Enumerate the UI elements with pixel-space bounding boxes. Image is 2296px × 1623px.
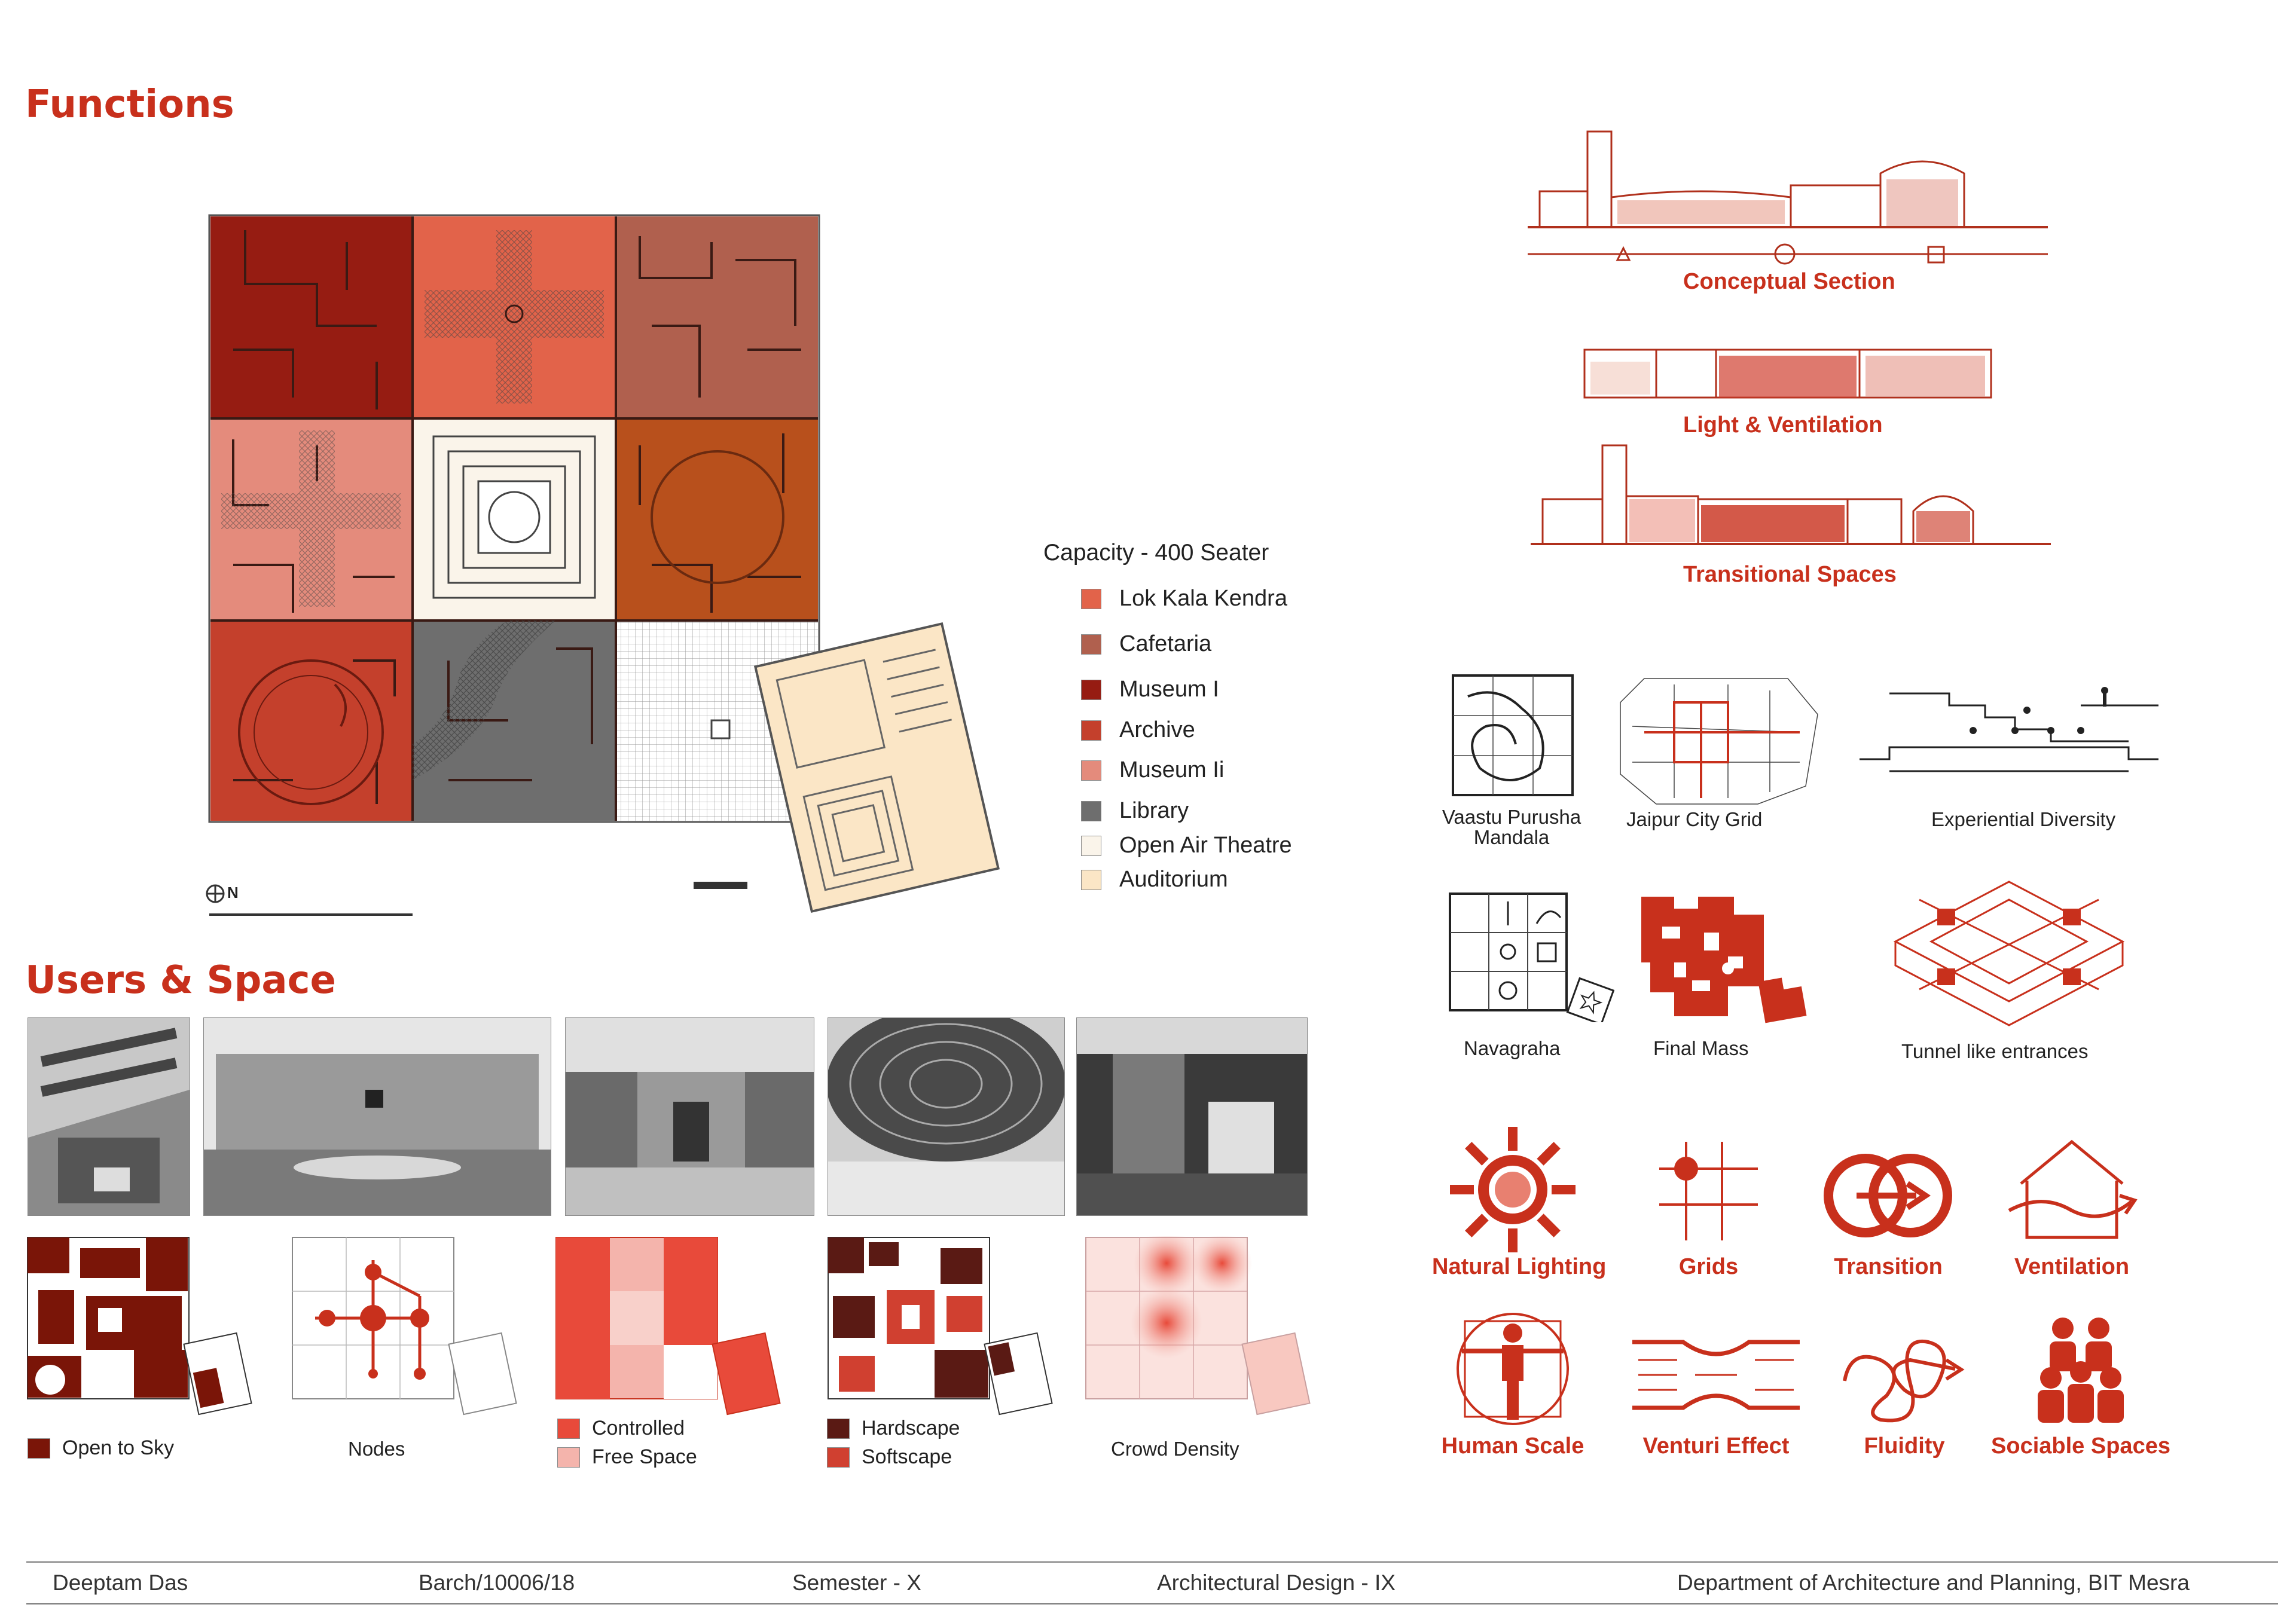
legend-free-space: [557, 1445, 697, 1469]
legend-label: Museum I: [1119, 677, 1219, 702]
footer-department: Department of Architecture and Planning, BIT Mesra: [1677, 1570, 2190, 1595]
people-group-icon: [2033, 1315, 2129, 1426]
plan-museum-1: [210, 216, 413, 418]
legend-item: [1081, 631, 1211, 657]
plan-auditorium: [755, 623, 998, 911]
legend-label: Library: [1119, 798, 1189, 823]
icon-label-sociable-spaces: Sociable Spaces: [1991, 1434, 2170, 1459]
icon-label-transition: Transition: [1834, 1254, 1943, 1279]
legend-label: Museum Ii: [1119, 757, 1225, 783]
photo-courtyard-corridor: [565, 1017, 814, 1216]
label-controlled: Controlled: [592, 1417, 685, 1439]
photo-open-air-theatre: [203, 1017, 551, 1216]
grid-icon: [1656, 1139, 1761, 1243]
photo-open-courtyard: [28, 1017, 190, 1216]
label-free-space: Free Space: [592, 1445, 697, 1468]
legend-swatch: [1081, 634, 1101, 655]
navagraha-diagram: [1447, 891, 1614, 1022]
photo-garden-court: [1076, 1017, 1308, 1216]
transition-icon: [1821, 1151, 1955, 1240]
legend-open-to-sky: [28, 1436, 174, 1460]
open-to-sky-plan: [26, 1236, 254, 1422]
legend-swatch: [1081, 589, 1101, 609]
icon-label-ventilation: Ventilation: [2014, 1254, 2130, 1279]
conceptual-section-label: Conceptual Section: [1683, 269, 1895, 294]
icon-label-natural-lighting: Natural Lighting: [1432, 1254, 1607, 1279]
footer-course: Architectural Design - IX: [1157, 1570, 1396, 1595]
icon-label-venturi-effect: Venturi Effect: [1642, 1434, 1790, 1459]
venturi-icon: [1629, 1333, 1803, 1417]
plan-cafetaria: [616, 216, 818, 418]
house-wind-icon: [2006, 1136, 2138, 1246]
legend-swatch: [1081, 760, 1101, 781]
light-ventilation-drawing: [1578, 338, 1997, 409]
legend-swatch: [1081, 801, 1101, 821]
photo-dome-interior: [828, 1017, 1065, 1216]
legend-item: [1081, 717, 1195, 743]
swatch-controlled: [557, 1419, 580, 1439]
swatch-free-space: [557, 1447, 580, 1468]
legend-softscape: [827, 1445, 952, 1469]
crowd-density-plan: [1085, 1236, 1312, 1422]
icon-label-human-scale: Human Scale: [1441, 1434, 1584, 1459]
legend-item: [1081, 833, 1292, 858]
legend-item: [1081, 798, 1189, 824]
label-hardscape: Hardscape: [862, 1417, 960, 1439]
footer-rule-bottom: [26, 1603, 2278, 1604]
legend-swatch: [1081, 720, 1101, 741]
jaipur-label: Jaipur City Grid: [1626, 808, 1763, 830]
legend-label: Archive: [1119, 717, 1195, 742]
label-crowd-density: Crowd Density: [1111, 1438, 1239, 1460]
hardscape-softscape-plan: [827, 1236, 1054, 1422]
final-mass-label: Final Mass: [1653, 1037, 1749, 1059]
legend-item: [1081, 677, 1219, 702]
fluid-loop-icon: [1839, 1324, 1970, 1426]
icon-label-grids: Grids: [1678, 1254, 1739, 1279]
vaastu-mandala-diagram: [1450, 673, 1576, 798]
legend-heading: Capacity - 400 Seater: [1043, 540, 1269, 566]
tunnel-entrances-diagram: [1883, 876, 2135, 1040]
footer-roll: Barch/10006/18: [419, 1570, 575, 1595]
experiential-diversity-diagram: [1854, 681, 2164, 783]
legend-label: Open Air Theatre: [1119, 833, 1292, 858]
footer-rule-top: [26, 1561, 2278, 1563]
experiential-label: Experiential Diversity: [1931, 808, 2116, 830]
legend-label: Lok Kala Kendra: [1119, 586, 1287, 611]
legend-swatch: [1081, 836, 1101, 856]
legend-hardscape: [827, 1417, 960, 1440]
label-softscape: Softscape: [862, 1445, 952, 1468]
legend-item: [1081, 867, 1228, 893]
controlled-free-plan: [555, 1236, 782, 1422]
conceptual-section-drawing: [1528, 126, 2054, 272]
final-mass-diagram: [1638, 891, 1812, 1028]
light-ventilation-label: Light & Ventilation: [1683, 412, 1883, 438]
swatch-hardscape: [827, 1419, 850, 1439]
site-plan: [197, 206, 1010, 942]
legend-controlled: [557, 1417, 685, 1440]
footer-semester: Semester - X: [792, 1570, 921, 1595]
vitruvian-icon: [1453, 1309, 1573, 1429]
label-nodes: Nodes: [348, 1438, 405, 1460]
plan-cafeteria-2: [616, 418, 818, 621]
legend-item: [1081, 586, 1287, 612]
icon-label-fluidity: Fluidity: [1864, 1434, 1945, 1459]
users-space-title: Users & Space: [25, 958, 336, 1002]
transitional-spaces-drawing: [1531, 439, 2057, 553]
navagraha-label: Navagraha: [1464, 1037, 1561, 1059]
swatch-open-to-sky: [28, 1438, 50, 1459]
vaastu-label: Vaastu Purusha Mandala: [1442, 806, 1581, 848]
functions-title: Functions: [25, 82, 234, 127]
legend-label: Auditorium: [1119, 867, 1228, 892]
footer-name: Deeptam Das: [53, 1570, 188, 1595]
transitional-spaces-label: Transitional Spaces: [1683, 562, 1897, 587]
legend-label: Cafetaria: [1119, 631, 1212, 656]
sun-icon: [1447, 1124, 1578, 1255]
swatch-softscape: [827, 1447, 850, 1468]
legend-swatch: [1081, 870, 1101, 890]
label-open-to-sky: Open to Sky: [62, 1436, 175, 1459]
north-label: N: [227, 884, 239, 901]
tunnel-label: Tunnel like entrances: [1901, 1040, 2089, 1062]
nodes-plan: [291, 1236, 518, 1422]
jaipur-grid-diagram: [1608, 667, 1830, 810]
legend-item: [1081, 757, 1224, 783]
legend-swatch: [1081, 680, 1101, 700]
